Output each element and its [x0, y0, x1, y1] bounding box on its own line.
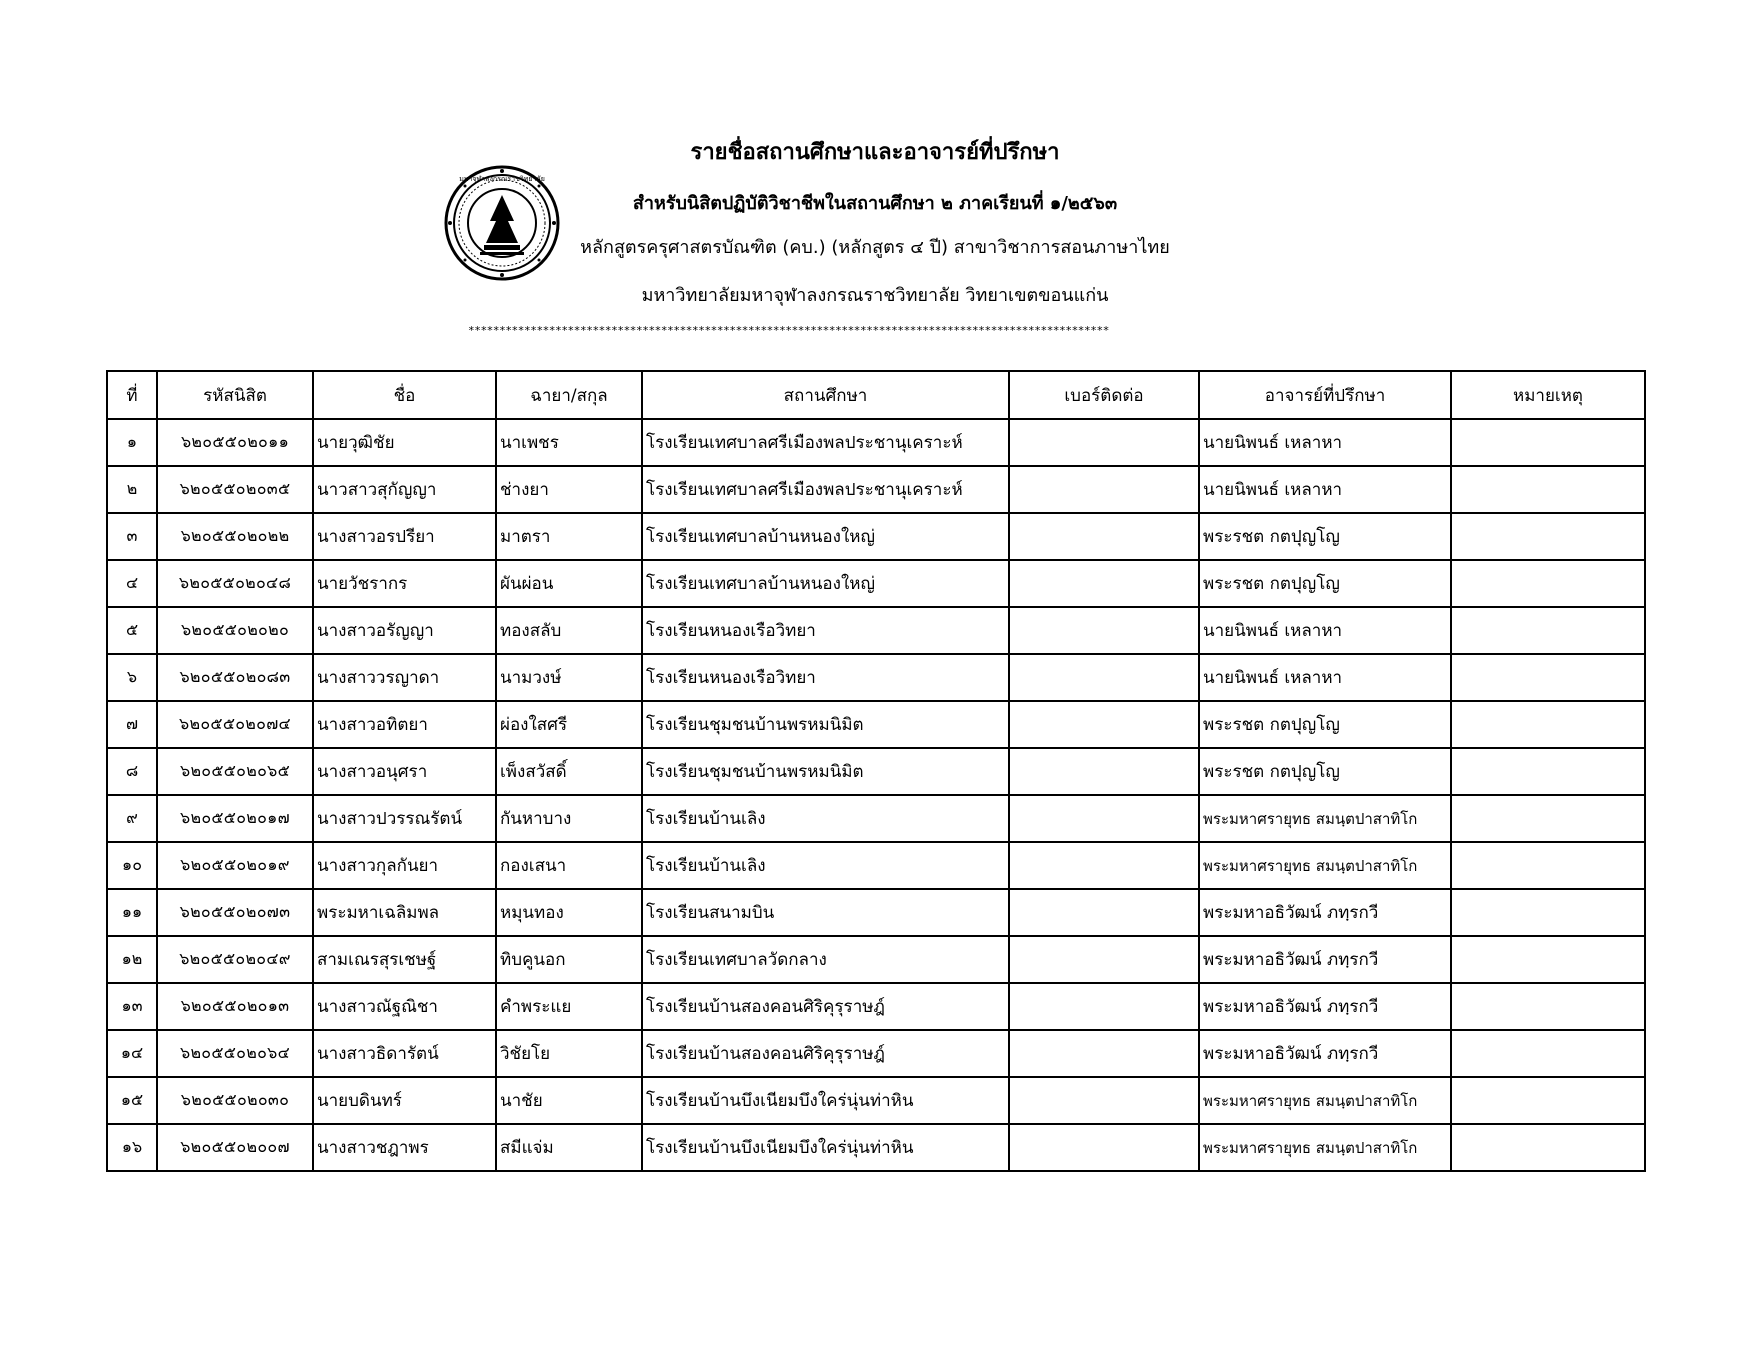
note: [1451, 560, 1645, 607]
advisor-name: นายนิพนธ์ เหลาหา: [1199, 466, 1451, 513]
note: [1451, 936, 1645, 983]
student-name: นาวสาวสุกัญญา: [313, 466, 496, 513]
page-subtitle: สำหรับนิสิตปฏิบัติวิชาชีพในสถานศึกษา ๒ ภาคเรียนที่ ๑/๒๕๖๓: [632, 193, 1118, 214]
advisor-name: นายนิพนธ์ เหลาหา: [1199, 419, 1451, 466]
row-number: ๑๐: [107, 842, 157, 889]
phone-number: [1009, 889, 1199, 936]
school-name: โรงเรียนบ้านเลิง: [642, 795, 1009, 842]
advisor-name: นายนิพนธ์ เหลาหา: [1199, 654, 1451, 701]
note: [1451, 607, 1645, 654]
table-row: [107, 607, 1645, 654]
table-row: [107, 560, 1645, 607]
student-surname: นาชัย: [496, 1077, 642, 1124]
student-surname: ช่างยา: [496, 466, 642, 513]
table-row: [107, 654, 1645, 701]
advisor-name: พระรชต กตปุญโญ: [1199, 701, 1451, 748]
note: [1451, 654, 1645, 701]
phone-number: [1009, 466, 1199, 513]
student-name: นางสาวกุลกันยา: [313, 842, 496, 889]
row-number: ๒: [107, 466, 157, 513]
table-row: [107, 795, 1645, 842]
student-name: สามเณรสุรเชษฐ์: [313, 936, 496, 983]
student-id: ๖๒๐๕๕๐๒๐๖๔: [157, 1030, 313, 1077]
table-row: [107, 513, 1645, 560]
row-number: ๑: [107, 419, 157, 466]
student-name: นายวุฒิชัย: [313, 419, 496, 466]
col-header-phone: เบอร์ติดต่อ: [1009, 371, 1199, 419]
table-row: [107, 889, 1645, 936]
phone-number: [1009, 795, 1199, 842]
student-surname: เพ็งสวัสดิ์: [496, 748, 642, 795]
student-id: ๖๒๐๕๕๐๒๐๗๓: [157, 889, 313, 936]
note: [1451, 1124, 1645, 1171]
school-name: โรงเรียนเทศบาลบ้านหนองใหญ่: [642, 513, 1009, 560]
advisor-name: พระมหาอธิวัฒน์ ภทฺรกวี: [1199, 1030, 1451, 1077]
phone-number: [1009, 654, 1199, 701]
table-header-row: [107, 371, 1645, 419]
phone-number: [1009, 701, 1199, 748]
note: [1451, 1077, 1645, 1124]
student-name: นางสาวณัฐณิชา: [313, 983, 496, 1030]
student-surname: ทิบคูนอก: [496, 936, 642, 983]
student-roster-table: [106, 370, 1646, 1172]
note: [1451, 842, 1645, 889]
note: [1451, 889, 1645, 936]
note: [1451, 983, 1645, 1030]
school-name: โรงเรียนสนามบิน: [642, 889, 1009, 936]
phone-number: [1009, 1077, 1199, 1124]
university-seal-icon: [444, 165, 560, 281]
student-surname: วิชัยโย: [496, 1030, 642, 1077]
table-row: [107, 983, 1645, 1030]
student-surname: หมุนทอง: [496, 889, 642, 936]
school-name: โรงเรียนบ้านสองคอนศิริคุรุราษฎ์: [642, 1030, 1009, 1077]
table-row: [107, 1077, 1645, 1124]
student-id: ๖๒๐๕๕๐๒๐๒๐: [157, 607, 313, 654]
advisor-name: นายนิพนธ์ เหลาหา: [1199, 607, 1451, 654]
note: [1451, 795, 1645, 842]
phone-number: [1009, 1124, 1199, 1171]
table-row: [107, 701, 1645, 748]
school-name: โรงเรียนชุมชนบ้านพรหมนิมิต: [642, 701, 1009, 748]
phone-number: [1009, 607, 1199, 654]
table-row: [107, 748, 1645, 795]
seal-text: มหาจุฬาลงกรณราชวิทยาลัย: [459, 175, 545, 183]
student-surname: กันหาบาง: [496, 795, 642, 842]
school-name: โรงเรียนเทศบาลศรีเมืองพลประชานุเคราะห์: [642, 419, 1009, 466]
phone-number: [1009, 1030, 1199, 1077]
program-name: หลักสูตรครุศาสตรบัณฑิต (คบ.) (หลักสูตร ๔ ปี) สาขาวิชาการสอนภาษาไทย: [580, 237, 1170, 258]
student-name: นางสาวธิดารัตน์: [313, 1030, 496, 1077]
col-header-no: ที่: [107, 371, 157, 419]
student-surname: นามวงษ์: [496, 654, 642, 701]
university-name: มหาวิทยาลัยมหาจุฬาลงกรณราชวิทยาลัย วิทยาเขตขอนแก่น: [641, 285, 1109, 306]
student-id: ๖๒๐๕๕๐๒๐๖๕: [157, 748, 313, 795]
row-number: ๑๖: [107, 1124, 157, 1171]
student-id: ๖๒๐๕๕๐๒๐๑๑: [157, 419, 313, 466]
col-header-student-id: รหัสนิสิต: [157, 371, 313, 419]
note: [1451, 466, 1645, 513]
row-number: ๑๕: [107, 1077, 157, 1124]
advisor-name: พระมหาศรายุทธ สมนฺตปาสาทิโก: [1199, 1124, 1451, 1171]
phone-number: [1009, 513, 1199, 560]
student-id: ๖๒๐๕๕๐๒๐๑๓: [157, 983, 313, 1030]
page-title: รายชื่อสถานศึกษาและอาจารย์ที่ปรึกษา: [690, 140, 1060, 165]
advisor-name: พระมหาศรายุทธ สมนฺตปาสาทิโก: [1199, 842, 1451, 889]
student-name: นายบดินทร์: [313, 1077, 496, 1124]
row-number: ๗: [107, 701, 157, 748]
table-body: [107, 419, 1645, 1171]
row-number: ๑๑: [107, 889, 157, 936]
phone-number: [1009, 936, 1199, 983]
student-surname: ผ่องใสศรี: [496, 701, 642, 748]
student-id: ๖๒๐๕๕๐๒๐๓๐: [157, 1077, 313, 1124]
school-name: โรงเรียนเทศบาลวัดกลาง: [642, 936, 1009, 983]
student-name: นางสาวอนุศรา: [313, 748, 496, 795]
student-id: ๖๒๐๕๕๐๒๐๒๒: [157, 513, 313, 560]
row-number: ๓: [107, 513, 157, 560]
school-name: โรงเรียนเทศบาลศรีเมืองพลประชานุเคราะห์: [642, 466, 1009, 513]
school-name: โรงเรียนบ้านบึงเนียมบึงใคร่นุ่นท่าหิน: [642, 1077, 1009, 1124]
table-row: [107, 419, 1645, 466]
student-id: ๖๒๐๕๕๐๒๐๔๙: [157, 936, 313, 983]
note: [1451, 701, 1645, 748]
row-number: ๑๔: [107, 1030, 157, 1077]
student-surname: ทองสลับ: [496, 607, 642, 654]
student-name: นางสาววรญาดา: [313, 654, 496, 701]
document-header: [0, 128, 1742, 348]
student-id: ๖๒๐๕๕๐๒๐๑๙: [157, 842, 313, 889]
school-name: โรงเรียนเทศบาลบ้านหนองใหญ่: [642, 560, 1009, 607]
student-id: ๖๒๐๕๕๐๒๐๓๕: [157, 466, 313, 513]
separator-line: *******************************************************************************************************: [468, 324, 1109, 337]
row-number: ๑๓: [107, 983, 157, 1030]
row-number: ๕: [107, 607, 157, 654]
phone-number: [1009, 983, 1199, 1030]
advisor-name: พระมหาศรายุทธ สมนฺตปาสาทิโก: [1199, 1077, 1451, 1124]
row-number: ๑๒: [107, 936, 157, 983]
student-surname: ผันผ่อน: [496, 560, 642, 607]
advisor-name: พระมหาศรายุทธ สมนฺตปาสาทิโก: [1199, 795, 1451, 842]
advisor-name: พระรชต กตปุญโญ: [1199, 748, 1451, 795]
advisor-name: พระรชต กตปุญโญ: [1199, 513, 1451, 560]
phone-number: [1009, 842, 1199, 889]
student-id: ๖๒๐๕๕๐๒๐๗๔: [157, 701, 313, 748]
student-name: นางสาวอรัญญา: [313, 607, 496, 654]
col-header-school: สถานศึกษา: [642, 371, 1009, 419]
table-row: [107, 936, 1645, 983]
student-id: ๖๒๐๕๕๐๒๐๑๗: [157, 795, 313, 842]
school-name: โรงเรียนหนองเรือวิทยา: [642, 654, 1009, 701]
table-row: [107, 466, 1645, 513]
student-surname: สมีแจ่ม: [496, 1124, 642, 1171]
phone-number: [1009, 419, 1199, 466]
student-surname: มาตรา: [496, 513, 642, 560]
school-name: โรงเรียนหนองเรือวิทยา: [642, 607, 1009, 654]
advisor-name: พระมหาอธิวัฒน์ ภทฺรกวี: [1199, 889, 1451, 936]
col-header-advisor: อาจารย์ที่ปรึกษา: [1199, 371, 1451, 419]
row-number: ๖: [107, 654, 157, 701]
student-name: นายวัชรากร: [313, 560, 496, 607]
note: [1451, 748, 1645, 795]
advisor-name: พระมหาอธิวัฒน์ ภทฺรกวี: [1199, 936, 1451, 983]
row-number: ๔: [107, 560, 157, 607]
table-row: [107, 1124, 1645, 1171]
student-surname: คำพระแย: [496, 983, 642, 1030]
student-id: ๖๒๐๕๕๐๒๐๘๓: [157, 654, 313, 701]
table-row: [107, 1030, 1645, 1077]
school-name: โรงเรียนบ้านเลิง: [642, 842, 1009, 889]
student-surname: กองเสนา: [496, 842, 642, 889]
student-name: นางสาวอรปรียา: [313, 513, 496, 560]
note: [1451, 419, 1645, 466]
school-name: โรงเรียนบ้านบึงเนียมบึงใคร่นุ่นท่าหิน: [642, 1124, 1009, 1171]
col-header-note: หมายเหตุ: [1451, 371, 1645, 419]
note: [1451, 1030, 1645, 1077]
student-name: พระมหาเฉลิมพล: [313, 889, 496, 936]
student-name: นางสาวปวรรณรัตน์: [313, 795, 496, 842]
school-name: โรงเรียนชุมชนบ้านพรหมนิมิต: [642, 748, 1009, 795]
col-header-surname: ฉายา/สกุล: [496, 371, 642, 419]
row-number: ๘: [107, 748, 157, 795]
advisor-name: พระรชต กตปุญโญ: [1199, 560, 1451, 607]
phone-number: [1009, 748, 1199, 795]
table-row: [107, 842, 1645, 889]
student-surname: นาเพชร: [496, 419, 642, 466]
school-name: โรงเรียนบ้านสองคอนศิริคุรุราษฎ์: [642, 983, 1009, 1030]
student-id: ๖๒๐๕๕๐๒๐๔๘: [157, 560, 313, 607]
student-id: ๖๒๐๕๕๐๒๐๐๗: [157, 1124, 313, 1171]
col-header-name: ชื่อ: [313, 371, 496, 419]
note: [1451, 513, 1645, 560]
student-name: นางสาวชฎาพร: [313, 1124, 496, 1171]
student-name: นางสาวอทิตยา: [313, 701, 496, 748]
advisor-name: พระมหาอธิวัฒน์ ภทฺรกวี: [1199, 983, 1451, 1030]
phone-number: [1009, 560, 1199, 607]
row-number: ๙: [107, 795, 157, 842]
